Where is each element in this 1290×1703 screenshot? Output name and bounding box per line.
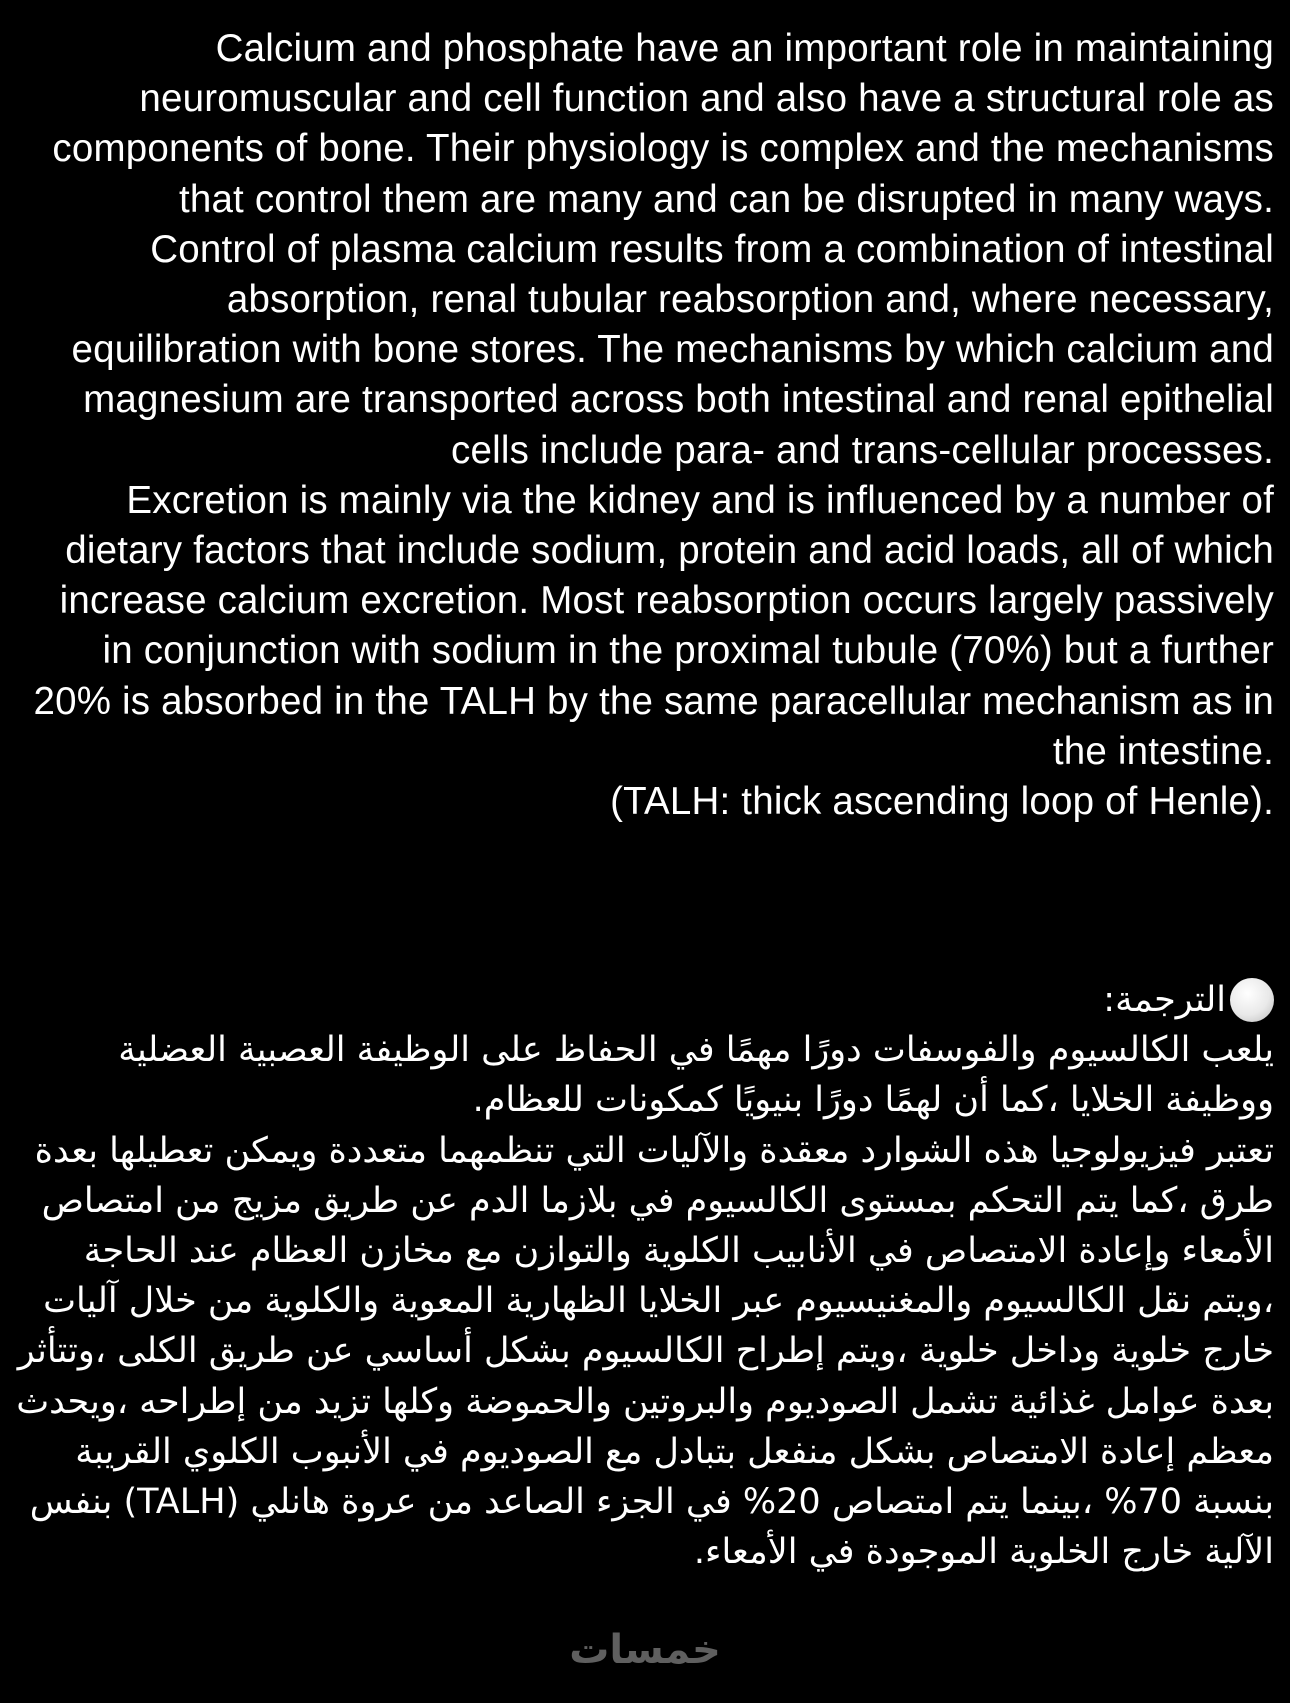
white-circle-icon: [1230, 978, 1274, 1022]
english-text-block: [24, 24, 1274, 827]
english-paragraph-2: Control of plasma calcium results from a combination of intestinal absorption, renal tubular reabsorption and, where necessary, equilibration with bone stores. The mechanisms by which calcium and magnesium are transported across both intestinal and renal epithelial cells include para- and trans-cellular processes.: [71, 227, 1274, 472]
english-paragraph-4: (TALH: thick ascending loop of Henle).: [610, 780, 1274, 824]
watermark-logo: خمسات: [569, 1627, 721, 1673]
translation-heading-line: [14, 975, 1274, 1025]
arabic-translation-block: [14, 975, 1274, 1577]
english-paragraph-1: Calcium and phosphate have an important role in maintaining neuromuscular and cell function and also have a structural role as components of bone. Their physiology is complex and the mechanisms that control them are many and can be disrupted in many ways.: [52, 27, 1274, 221]
translation-heading: الترجمة:: [1103, 980, 1226, 1020]
arabic-paragraph-1: يلعب الكالسيوم والفوسفات دورًا مهمًا في الحفاظ على الوظيفة العصبية العضلية ووظيفة الخلايا ،كما أن لهمًا دورًا بنيويًا كمكونات للعظام.: [118, 1030, 1274, 1121]
arabic-paragraph-2: تعتبر فيزيولوجيا هذه الشوارد معقدة والآليات التي تنظمهما متعددة ويمكن تعطيلها بعدة طرق ،كما يتم التحكم بمستوى الكالسيوم في بلازما الدم عن طريق مزيج من امتصاص الأمعاء وإعادة الامتصاص في الأنابيب الكلوية والتوازن مع مخازن العظام عند الحاجة ،ويتم نقل الكالسيوم والمغنيسيوم عبر الخلايا الظهارية المعوية والكلوية من خلال آليات خارج خلوية وداخل خلوية ،ويتم إطراح الكالسيوم بشكل أساسي عن طريق الكلى ،وتتأثر بعدة عوامل غذائية تشمل الصوديوم والبروتين والحموضة وكلها تزيد من إطراحه ،ويحدث معظم إعادة الامتصاص بشكل منفعل بتبادل مع الصوديوم في الأنبوب الكلوي القريبة بنسبة 70% ،بينما يتم امتصاص 20% في الجزء الصاعد من عروة هانلي (TALH) بنفس الآلية خارج الخلوية الموجودة في الأمعاء.: [16, 1130, 1274, 1573]
english-paragraph-3: Excretion is mainly via the kidney and is influenced by a number of dietary factors that include sodium, protein and acid loads, all of which increase calcium excretion. Most reabsorption occurs largely passively in conjunction with sodium in the proximal tubule (70%) but a further 20% is absorbed in the TALH by the same paracellular mechanism as in the intestine.: [33, 478, 1274, 773]
